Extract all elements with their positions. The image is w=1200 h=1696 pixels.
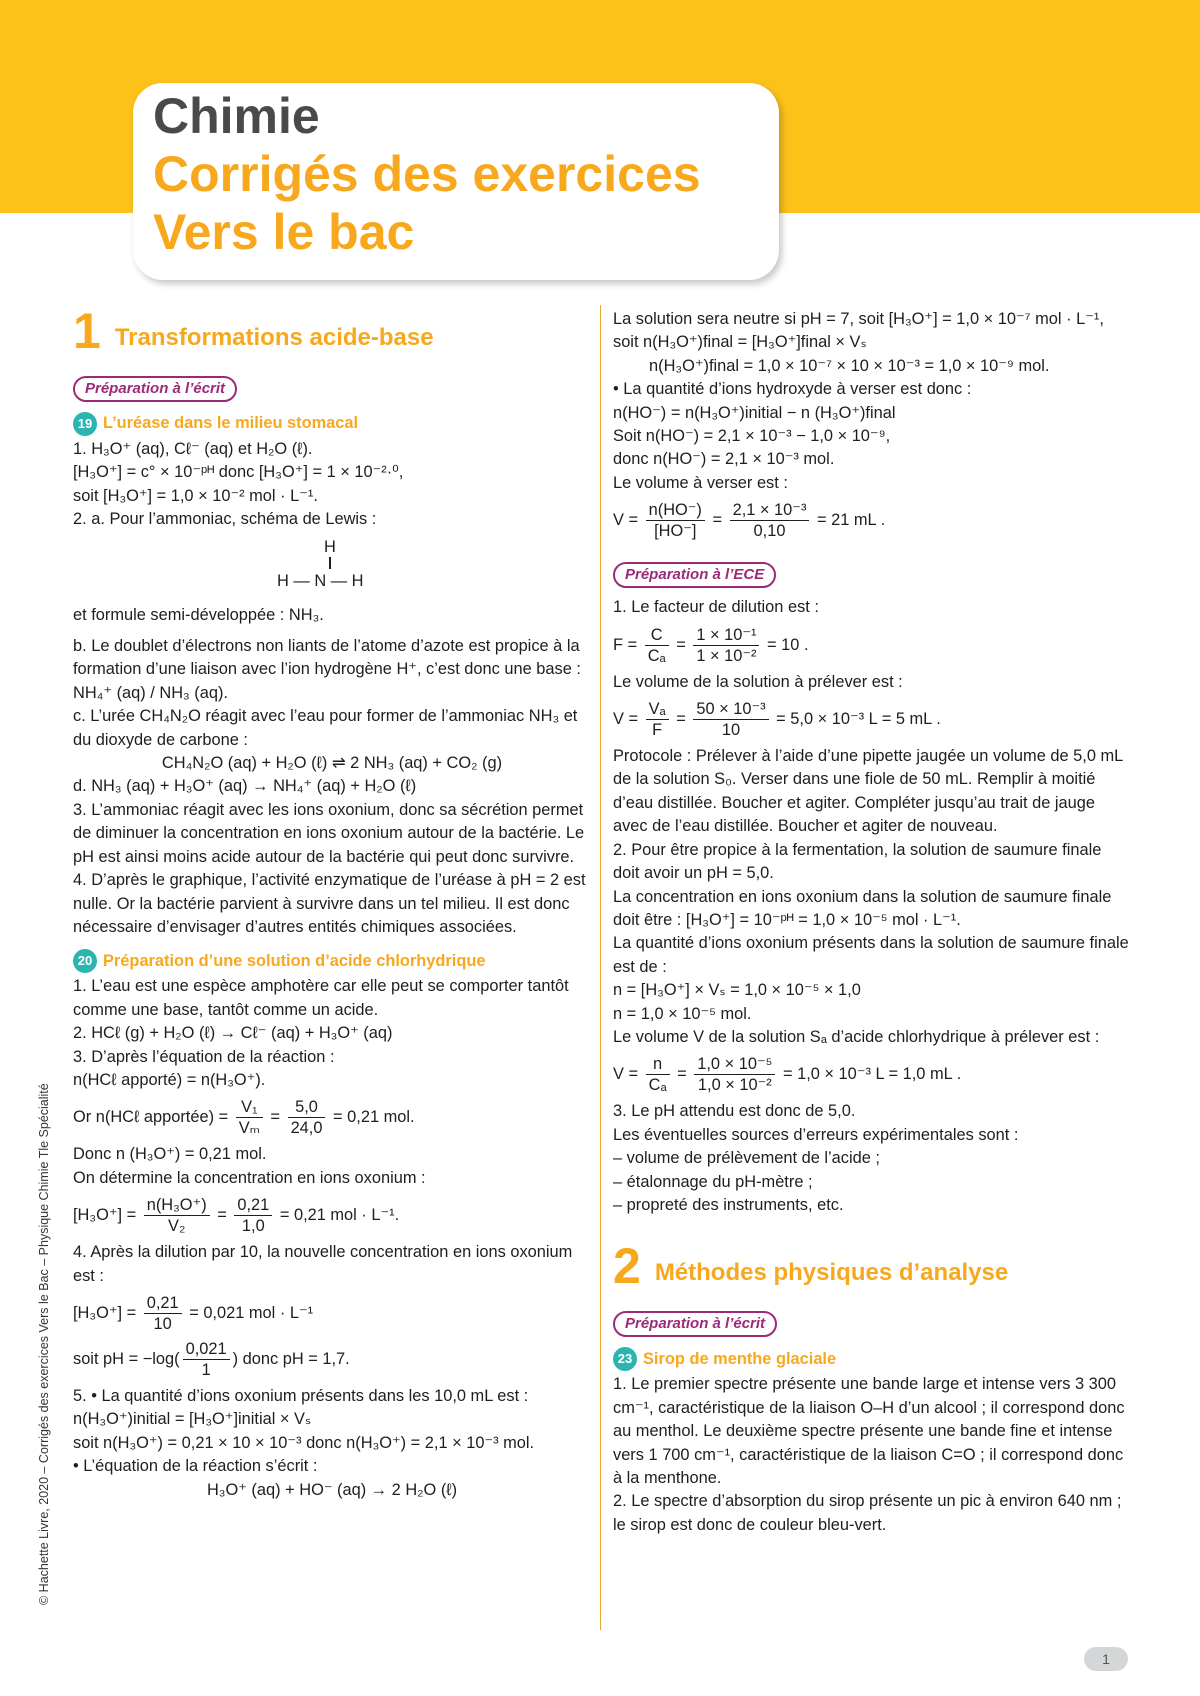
section-1-heading bbox=[73, 303, 591, 359]
formula-part: Or n(HCℓ apportée) = bbox=[73, 1108, 229, 1127]
numerator: 0,021 bbox=[183, 1339, 230, 1360]
fraction bbox=[288, 1097, 326, 1138]
denominator: Cₐ bbox=[647, 646, 666, 665]
fraction bbox=[646, 699, 669, 740]
formula-part: V = bbox=[613, 1065, 639, 1084]
formula-part: = 0,21 mol. bbox=[333, 1108, 415, 1127]
text-line: Soit n(HO⁻) = 2,1 × 10⁻³ − 1,0 × 10⁻⁹, bbox=[613, 427, 891, 446]
numerator: 0,21 bbox=[144, 1293, 182, 1314]
numerator: V₁ bbox=[236, 1097, 263, 1118]
text-line: n = 1,0 × 10⁻⁵ mol. bbox=[613, 1004, 752, 1023]
numerator: n(HO⁻) bbox=[646, 500, 705, 521]
numerator: 5,0 bbox=[288, 1097, 326, 1118]
title-card bbox=[133, 83, 779, 280]
numerator: 50 × 10⁻³ bbox=[693, 699, 768, 720]
denominator: 10 bbox=[153, 1314, 172, 1333]
equation: CH₄N₂O (aq) + H₂O (ℓ) ⇌ 2 NH₃ (aq) + CO₂ (g) bbox=[161, 754, 503, 773]
numerator: n(H₃O⁺) bbox=[144, 1195, 210, 1216]
exercise-title: Sirop de menthe glaciale bbox=[643, 1349, 837, 1368]
lewis-h-top: H bbox=[324, 537, 336, 556]
formula: V = $\frac{\text{Vₐ}}{F}$ = $\frac{\text{50 × 10⁻³}}{10}$ = 5,0 × 10⁻³ L = 5 mL . bbox=[613, 700, 941, 740]
fraction bbox=[645, 625, 669, 666]
text-line: – propreté des instruments, etc. bbox=[613, 1195, 844, 1214]
text-line: n(H₃O⁺)final = 1,0 × 10⁻⁷ × 10 × 10⁻³ = 1,0 × 10⁻⁹ mol. bbox=[649, 356, 1050, 375]
denominator: Cₐ bbox=[648, 1076, 667, 1095]
exercise-badge-icon: 23 bbox=[613, 1347, 637, 1371]
formula-part: [H₃O⁺] = bbox=[73, 1205, 137, 1224]
page-number: 1 bbox=[1084, 1647, 1128, 1671]
text-line: 3. Le pH attendu est donc de 5,0. bbox=[613, 1102, 856, 1121]
copyright-side-text: © Hachette Livre, 2020 – Corrigés des exercices Vers le Bac – Physique Chimie Tle Spécialité bbox=[37, 1083, 51, 1605]
numerator: Vₐ bbox=[646, 699, 669, 720]
formula-part: [H₃O⁺] = bbox=[73, 1303, 137, 1322]
denominator: Vₘ bbox=[238, 1119, 260, 1138]
text-line: • La quantité d’ions hydroxyde à verser est donc : bbox=[613, 380, 972, 399]
text-line: 2. Le spectre d’absorption du sirop présente un pic à environ 640 nm ; le sirop est donc de couleur bleu-vert. bbox=[613, 1492, 1122, 1534]
text-line: 1. L’eau est une espèce amphotère car elle peut se comporter tantôt comme une base, tantôt comme un acide. bbox=[73, 977, 569, 1019]
numerator: 0,21 bbox=[234, 1195, 272, 1216]
denominator: [HO⁻] bbox=[654, 522, 697, 541]
exercise-19-heading bbox=[73, 412, 591, 436]
text-line: n(HO⁻) = n(H₃O⁺)initial − n (H₃O⁺)final bbox=[613, 403, 896, 422]
text-line: La solution sera neutre si pH = 7, soit [H₃O⁺] = 1,0 × 10⁻⁷ mol · L⁻¹, bbox=[613, 310, 1104, 328]
section-number: 1 bbox=[73, 303, 101, 359]
fraction bbox=[144, 1195, 210, 1236]
text-line: – étalonnage du pH-mètre ; bbox=[613, 1172, 813, 1191]
exercise-badge-icon: 20 bbox=[73, 949, 97, 973]
formula: F = $\frac{C}{\text{Cₐ}}$ = $\frac{\text{1 × 10⁻¹}}{\text{1 × 10⁻²}}$ = 10 . bbox=[613, 625, 809, 665]
fraction bbox=[236, 1097, 263, 1138]
text-line: et formule semi-développée : NH₃. bbox=[73, 605, 324, 624]
text-line: b. Le doublet d’électrons non liants de l’atome d’azote est propice à la formation d’une liaison avec l’ion hydrogène H⁺, c’est donc une base : NH₄⁺ (aq) / NH₃ (aq). bbox=[73, 637, 581, 702]
text-line: [H₃O⁺] = c° × 10⁻ᵖᴴ donc [H₃O⁺] = 1 × 10⁻²·⁰, bbox=[73, 463, 404, 482]
text-line: 2. HCℓ (g) + H₂O (ℓ) → Cℓ⁻ (aq) + H₃O⁺ (aq) bbox=[73, 1024, 393, 1043]
pill-preparation-ecrit: Préparation à l’écrit bbox=[73, 376, 237, 402]
section-2-heading bbox=[613, 1238, 1131, 1295]
formula-part: = 1,0 × 10⁻³ L = 1,0 mL . bbox=[782, 1065, 962, 1084]
text-line: 1. Le facteur de dilution est : bbox=[613, 598, 819, 617]
formula: V = $\frac{n(HO^-)}{[HO^-]}$ = $\frac{\text{2,1 × 10⁻³}}{0,10}$ = 21 mL . bbox=[613, 501, 886, 541]
formula: V = $\frac{n}{\text{Cₐ}}$ = $\frac{\text{1,0 × 10⁻⁵}}{\text{1,0 × 10⁻²}}$ = 1,0 × 10⁻³ L = 1,0 mL . bbox=[613, 1055, 962, 1095]
text-line: donc n(HO⁻) = 2,1 × 10⁻³ mol. bbox=[613, 450, 835, 469]
text-line: 1. Le premier spectre présente une bande large et intense vers 3 300 cm⁻¹, caractéristique de la liaison O–H d’un alcool ; il correspond donc au menthol. Le deuxième spectre présente une bande fine et intense vers 1 700 cm⁻¹, caractéristique de la liaison C=O ; il correspond donc à la menthone. bbox=[613, 1375, 1125, 1487]
text-line: La concentration en ions oxonium dans la solution de saumure finale doit être : [H₃O⁺] = 10⁻ᵖᴴ = 1,0 × 10⁻⁵ mol · L⁻¹. bbox=[613, 887, 1112, 929]
text-line: c. L’urée CH₄N₂O réagit avec l’eau pour former de l’ammoniac NH₃ et du dioxyde de carbone : bbox=[73, 707, 578, 749]
fraction bbox=[144, 1293, 182, 1334]
denominator: 1 × 10⁻² bbox=[696, 646, 757, 665]
text-line: soit [H₃O⁺] = 1,0 × 10⁻² mol · L⁻¹. bbox=[73, 486, 318, 505]
pill-preparation-ecrit: Préparation à l’écrit bbox=[613, 1311, 777, 1337]
denominator: F bbox=[652, 721, 663, 740]
formula bbox=[73, 1293, 591, 1334]
formula-part: ) donc pH = 1,7. bbox=[232, 1349, 350, 1368]
pill-preparation-ece: Préparation à l’ECE bbox=[613, 562, 776, 588]
text-line: 1. H₃O⁺ (aq), Cℓ⁻ (aq) et H₂O (ℓ). bbox=[73, 440, 313, 458]
text-line: On détermine la concentration en ions oxonium : bbox=[73, 1168, 426, 1187]
text-line: n(HCℓ apporté) = n(H₃O⁺). bbox=[73, 1070, 266, 1089]
denominator: 1,0 bbox=[241, 1217, 265, 1236]
right-column bbox=[613, 308, 1131, 1537]
left-column bbox=[73, 303, 591, 1502]
denominator: 1 bbox=[201, 1360, 211, 1379]
formula-part: = 10 . bbox=[767, 635, 809, 654]
numerator: 1 × 10⁻¹ bbox=[693, 625, 759, 646]
title-subject: Chimie bbox=[153, 88, 320, 144]
text-line: soit n(H₃O⁺) = 0,21 × 10 × 10⁻³ donc n(H₃O⁺) = 2,1 × 10⁻³ mol. bbox=[73, 1433, 535, 1452]
text-line: 5. • La quantité d’ions oxonium présents dans les 10,0 mL est : bbox=[73, 1386, 529, 1405]
lewis-row: H — N — H bbox=[277, 571, 364, 590]
text-line: 4. Après la dilution par 10, la nouvelle concentration en ions oxonium est : bbox=[73, 1243, 573, 1285]
formula-part: F = bbox=[613, 635, 638, 654]
lewis-structure bbox=[73, 536, 591, 600]
exercise-badge-icon: 19 bbox=[73, 412, 97, 436]
numerator: 2,1 × 10⁻³ bbox=[730, 500, 810, 521]
numerator: n bbox=[646, 1054, 670, 1075]
numerator: 1,0 × 10⁻⁵ bbox=[694, 1054, 775, 1075]
text-line: La quantité d’ions oxonium présents dans la solution de saumure finale est de : bbox=[613, 934, 1129, 976]
formula-part: soit pH = −log( bbox=[73, 1349, 180, 1368]
denominator: V₂ bbox=[168, 1217, 186, 1236]
fraction bbox=[234, 1195, 272, 1236]
fraction bbox=[694, 1054, 775, 1095]
text-line: 4. D’après le graphique, l’activité enzymatique de l’uréase à pH = 2 est nulle. Or la bactérie parvient à survivre dans un tel milieu. Il est donc nécessaire d’envisager d’autres entités chimiques associées. bbox=[73, 871, 586, 936]
section-number: 2 bbox=[613, 1238, 641, 1295]
text-line: • L’équation de la réaction s’écrit : bbox=[73, 1457, 318, 1476]
fraction bbox=[183, 1339, 230, 1380]
column-divider bbox=[600, 305, 601, 1630]
text-line: Le volume à verser est : bbox=[613, 473, 788, 492]
formula-part: = 21 mL . bbox=[816, 511, 886, 530]
text-line: n = [H₃O⁺] × Vₛ = 1,0 × 10⁻⁵ × 1,0 bbox=[613, 981, 861, 1000]
exercise-20-heading bbox=[73, 949, 591, 973]
text-line: Donc n (H₃O⁺) = 0,21 mol. bbox=[73, 1145, 267, 1164]
denominator: 0,10 bbox=[753, 522, 786, 541]
numerator: C bbox=[645, 625, 669, 646]
equation: H₃O⁺ (aq) + HO⁻ (aq) → 2 H₂O (ℓ) bbox=[206, 1480, 458, 1499]
formula: Or n(HCℓ apportée) = $\frac{\text{V₁}}{\text{Vₘ}}$ = $\frac{5,0}{24,0}$ = 0,21 mol. bbox=[73, 1098, 415, 1138]
formula-part: V = bbox=[613, 511, 639, 530]
text-line: Les éventuelles sources d’erreurs expérimentales sont : bbox=[613, 1125, 1019, 1144]
text-line: Protocole : Prélever à l’aide d’une pipette jaugée un volume de 5,0 mL de la solution S₀. Verser dans une fiole de 50 mL. Remplir à moitié d’eau distillée. Boucher et agiter. Compléter jusqu’au trait de jauge avec de l’eau distillée. Boucher et agiter de nouveau. bbox=[613, 747, 1123, 836]
title-sub: Vers le bac bbox=[153, 204, 415, 260]
formula: [H₃O⁺] = $\frac{\text{n(H₃O⁺)}}{\text{V₂}}$ = $\frac{0,21}{1,0}$ = 0,21 mol · L⁻¹. bbox=[73, 1196, 400, 1236]
fraction bbox=[730, 500, 810, 541]
denominator: 10 bbox=[721, 721, 741, 740]
denominator: 1,0 × 10⁻² bbox=[697, 1076, 772, 1095]
fraction bbox=[693, 625, 759, 666]
text-line: Le volume V de la solution Sₐ d’acide chlorhydrique à prélever est : bbox=[613, 1027, 1100, 1046]
text-line: 3. D’après l’équation de la réaction : bbox=[73, 1047, 335, 1066]
exercise-23-heading bbox=[613, 1347, 1131, 1371]
text-line: soit n(H₃O⁺)final = [H₃O⁺]final × Vₛ bbox=[613, 333, 867, 352]
fraction bbox=[693, 699, 768, 740]
text-line: 2. Pour être propice à la fermentation, la solution de saumure finale doit avoir un pH = 5,0. bbox=[613, 840, 1102, 883]
formula-part: = 5,0 × 10⁻³ L = 5 mL . bbox=[776, 709, 941, 728]
text-line: 3. L’ammoniac réagit avec les ions oxonium, donc sa sécrétion permet de diminuer la concentration en ions oxonium autour de la bactérie. Le pH est ainsi moins acide autour de la bactérie qui peut donc survivre. bbox=[73, 800, 585, 866]
text-line: d. NH₃ (aq) + H₃O⁺ (aq) → NH₄⁺ (aq) + H₂O (ℓ) bbox=[73, 777, 417, 796]
formula bbox=[73, 1339, 591, 1380]
text-line: Le volume de la solution à prélever est : bbox=[613, 672, 903, 691]
section-title: Méthodes physiques d’analyse bbox=[654, 1259, 1009, 1287]
formula-part: = 0,21 mol · L⁻¹. bbox=[279, 1205, 400, 1224]
lewis-bond bbox=[329, 557, 331, 569]
text-line: 2. a. Pour l’ammoniac, schéma de Lewis : bbox=[73, 510, 377, 529]
text-line: – volume de prélèvement de l’acide ; bbox=[613, 1149, 880, 1168]
denominator: 24,0 bbox=[290, 1119, 323, 1138]
title-main: Corrigés des exercices bbox=[153, 146, 701, 202]
fraction bbox=[646, 1054, 670, 1095]
formula-part: V = bbox=[613, 709, 639, 728]
formula-part: = 0,021 mol · L⁻¹ bbox=[189, 1303, 314, 1322]
exercise-title: L’uréase dans le milieu stomacal bbox=[103, 414, 359, 433]
fraction bbox=[646, 500, 705, 541]
exercise-title: Préparation d’une solution d’acide chlorhydrique bbox=[103, 951, 486, 970]
text-line: n(H₃O⁺)initial = [H₃O⁺]initial × Vₛ bbox=[73, 1410, 312, 1429]
section-title: Transformations acide-base bbox=[114, 324, 434, 351]
